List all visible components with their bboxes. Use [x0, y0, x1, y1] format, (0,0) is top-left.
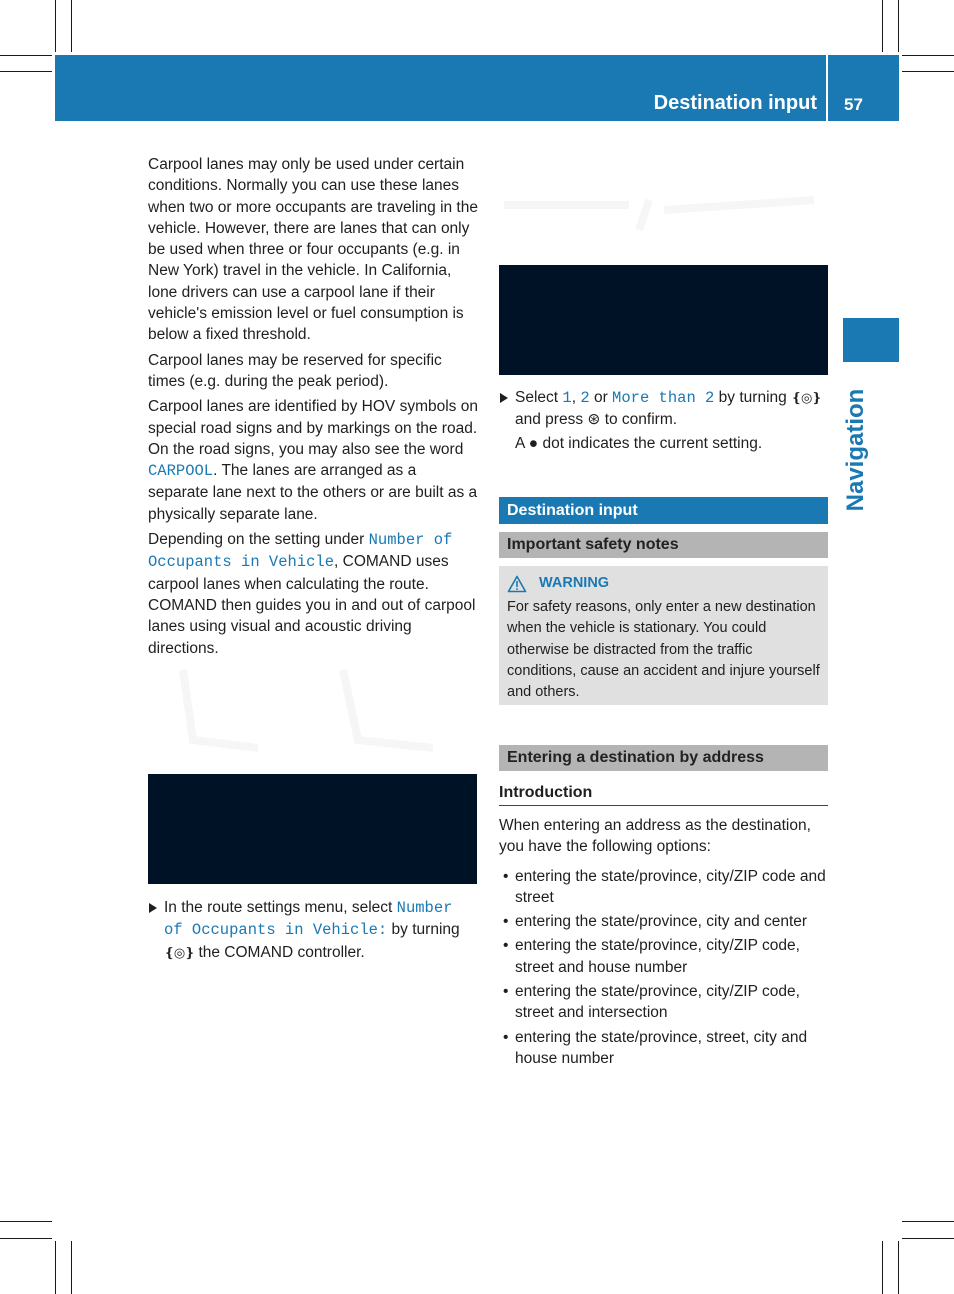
crop-mark	[0, 1221, 52, 1222]
subsection-heading: Important safety notes	[499, 532, 828, 558]
crop-mark	[898, 1241, 899, 1294]
paragraph	[148, 529, 478, 659]
crop-mark	[55, 1241, 56, 1294]
option-1: 1	[562, 389, 572, 407]
crop-mark	[898, 0, 899, 52]
crop-mark	[902, 1238, 954, 1239]
crop-mark	[902, 71, 954, 72]
crop-mark	[882, 1241, 883, 1294]
list-item-text: entering the state/province, street, city and house number	[515, 1028, 808, 1067]
paragraph: Carpool lanes may only be used under certain conditions. Normally you can use these lanes when two or more occupants are traveling in the vehicle. However, there are lanes that can only be used when three or four occupants (e.g. in New York) travel in the vehicle. In California, lone drivers can use a carpool lane if their vehicle's emission level or fuel consumption is below a fixed threshold.	[148, 156, 478, 344]
page-title: Destination input	[653, 92, 817, 114]
page-number: 57	[844, 95, 863, 114]
controller-press-icon: ⊛	[587, 411, 601, 429]
text: Select	[515, 389, 563, 406]
list-item-text: entering the state/province, city/ZIP code, street and intersection	[515, 983, 800, 1022]
list-item	[499, 981, 828, 1024]
note: A ● dot indicates the current setting.	[515, 434, 763, 452]
text: Depending on the setting under	[148, 531, 369, 549]
crop-mark	[55, 0, 56, 52]
list-item	[499, 911, 828, 932]
bullet-icon: •	[503, 913, 509, 931]
bullet-icon: •	[503, 983, 509, 1001]
text: . The lanes are arranged as a separate lane next to the others or are built as a physically separate lane.	[148, 462, 478, 523]
list-item	[499, 866, 828, 909]
crop-mark	[71, 0, 72, 52]
bullet-icon: •	[503, 1028, 509, 1046]
crop-mark	[882, 0, 883, 52]
crop-mark	[902, 55, 954, 56]
chapter-label-text: Navigation	[842, 388, 869, 512]
options-list	[499, 866, 828, 1070]
text: Carpool lanes are identified by HOV symbols on special road signs and by markings on the road. On the road signs, you may also see the word	[148, 398, 478, 458]
text: , COMAND uses carpool lanes when calculating the route. COMAND then guides you in and out of carpool lanes using visual and acoustic driving directions.	[148, 553, 476, 657]
crop-mark	[0, 1238, 52, 1239]
subsection-heading: Entering a destination by address	[499, 745, 828, 771]
warning-text: For safety reasons, only enter a new destination when the vehicle is stationary. You could otherwise be distracted from the traffic conditions, cause an accident and injure yourself and others.	[507, 599, 820, 701]
intro-body	[499, 815, 828, 1072]
list-item-text: entering the state/province, city and center	[515, 913, 808, 931]
paragraph: Carpool lanes may be reserved for specific times (e.g. during the peak period).	[148, 351, 442, 390]
text: In the route settings menu, select	[164, 899, 397, 916]
step-arrow-icon	[149, 903, 157, 913]
warning-title: WARNING	[539, 575, 610, 591]
bullet-icon: •	[503, 937, 509, 955]
chapter-label	[826, 388, 886, 512]
warning-heading	[507, 570, 820, 597]
display-term: Number of Occupants in Vehicle	[148, 531, 453, 572]
left-column	[148, 154, 478, 663]
text: ,	[571, 389, 581, 406]
left-instruction	[148, 897, 478, 963]
list-item	[499, 1027, 828, 1070]
crop-mark	[71, 1241, 72, 1294]
crop-mark	[0, 55, 52, 56]
crop-mark	[0, 71, 52, 72]
instruction-step	[148, 897, 478, 963]
controller-turn-icon: ❴◎❵	[791, 390, 822, 405]
warning-box	[499, 566, 828, 705]
display-term: Number of Occupants in Vehicle:	[164, 899, 453, 940]
list-item	[499, 935, 828, 978]
comand-display-image	[499, 265, 828, 375]
list-item-text: entering the state/province, city/ZIP code and street	[515, 867, 826, 906]
section-heading: Destination input	[499, 497, 828, 524]
option-more-than-2: More than 2	[612, 389, 715, 407]
page-header	[55, 55, 899, 121]
instruction-step	[499, 387, 828, 431]
intro-heading: Introduction	[499, 782, 828, 806]
comand-display-image	[148, 774, 477, 884]
crop-mark	[902, 1221, 954, 1222]
warning-triangle-icon	[507, 575, 527, 593]
road-sign-illustration	[148, 660, 448, 760]
step-arrow-icon	[500, 393, 508, 403]
intro-text: When entering an address as the destination, you have the following options:	[499, 817, 811, 856]
right-instruction	[499, 387, 828, 454]
header-divider	[826, 55, 828, 121]
text: by turning	[387, 921, 460, 939]
text: to confirm.	[600, 411, 678, 429]
controller-turn-icon: ❴◎❵	[164, 944, 195, 960]
text: by turning	[714, 389, 792, 406]
text: the COMAND controller.	[194, 943, 365, 961]
display-term: CARPOOL	[148, 462, 214, 481]
display-illustration	[499, 190, 828, 240]
option-2: 2	[580, 389, 590, 407]
bullet-icon: •	[503, 867, 509, 885]
chapter-tab	[843, 318, 899, 362]
paragraph	[148, 396, 478, 525]
text: and press	[515, 411, 588, 429]
list-item-text: entering the state/province, city/ZIP code, street and house number	[515, 937, 800, 976]
text: or	[589, 389, 613, 406]
